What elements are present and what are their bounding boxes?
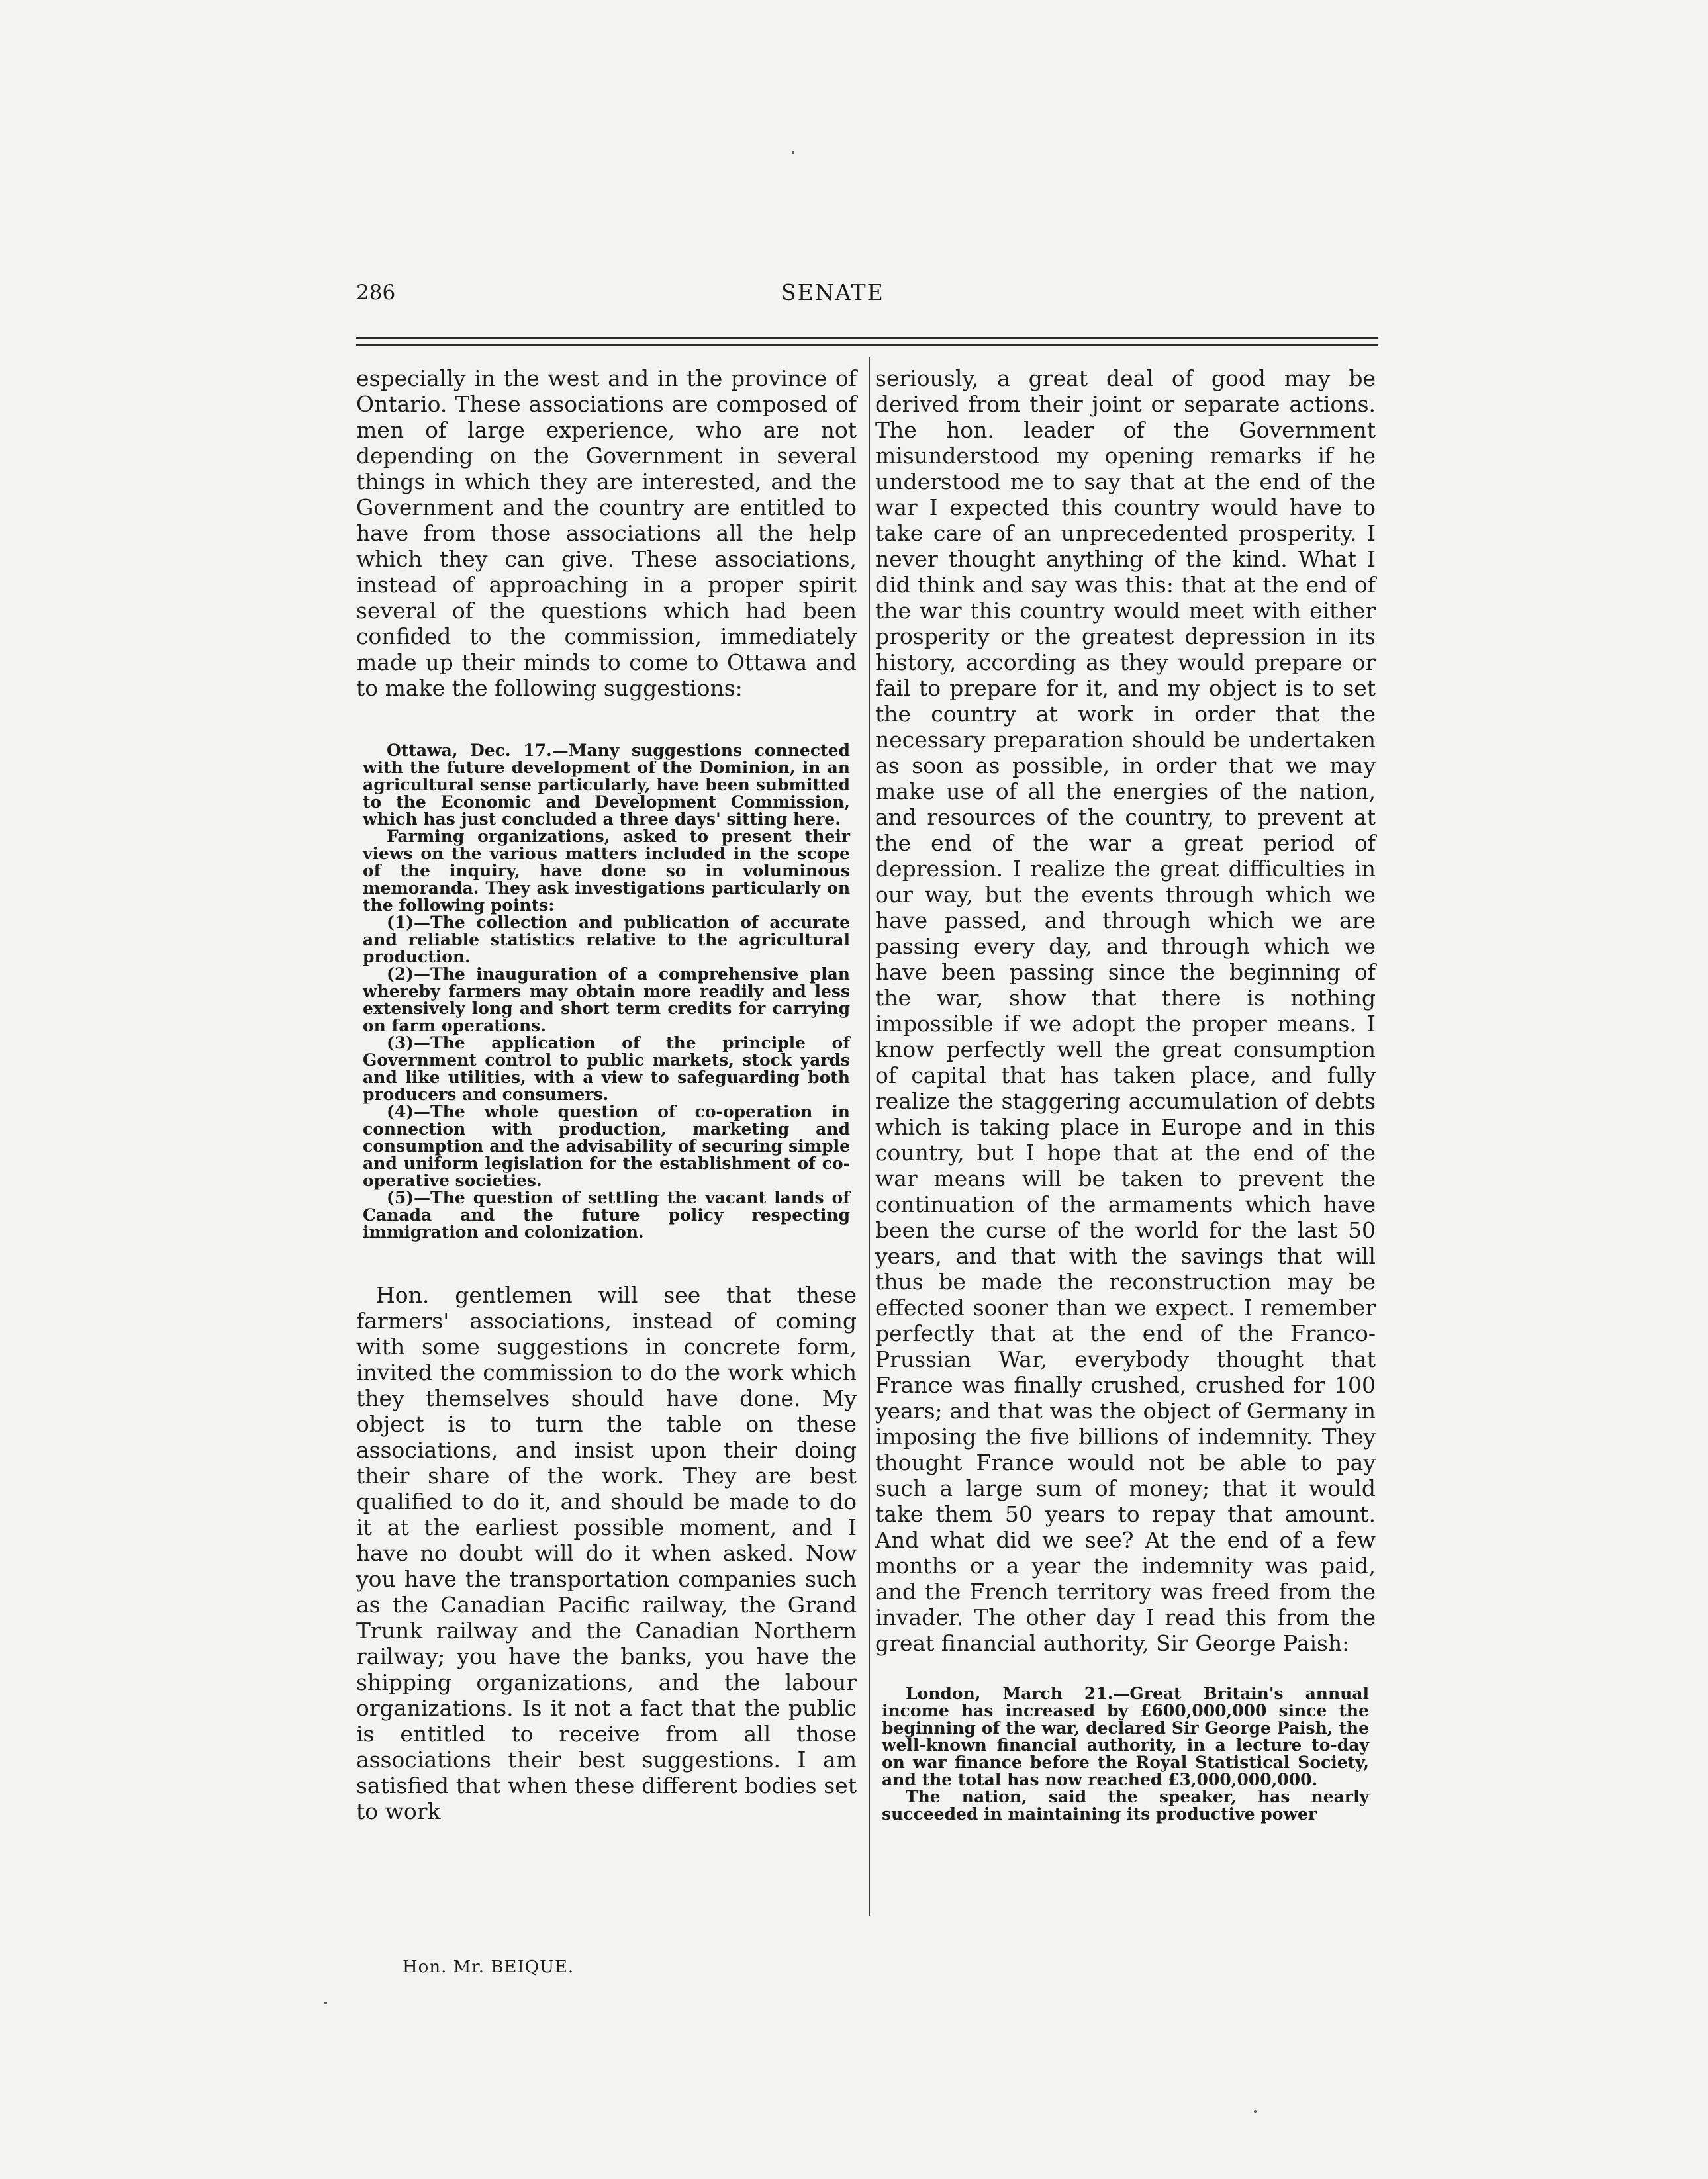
- left-excerpt: [356, 742, 857, 1241]
- left-excerpt-line: (5)—The question of settling the vacant lands of Canada and the future policy respecting immigration and colonization.: [363, 1188, 850, 1242]
- left-column: [356, 365, 857, 1824]
- right-excerpt-line: London, March 21.—Great Britain's annual income has increased by £600,000,000 since the beginning of the war, declared Sir George Paish, the well-known financial authority, in a lecture to-day on war finance before the Royal Statistical Society, and the total has now reached £3,000,000,000.: [882, 1684, 1369, 1789]
- left-excerpt-line: (3)—The application of the principle of Government control to public markets, stock yards and like utilities, with a view to safeguarding both producers and consumers.: [363, 1033, 850, 1104]
- page-number: 286: [356, 281, 396, 304]
- column-divider: [869, 357, 870, 1916]
- left-excerpt-line: (4)—The whole question of co-operation in connection with production, marketing and consumption and the advisability of securing simple and uniform legislation for the establishment of co-operative societies.: [363, 1102, 850, 1190]
- right-excerpt-line: The nation, said the speaker, has nearly succeeded in maintaining its productive power: [882, 1787, 1369, 1824]
- header-double-rule: [356, 337, 1378, 346]
- footer-speaker: Hon. Mr. BEIQUE.: [403, 1957, 575, 1977]
- scan-speck: [1254, 2110, 1257, 2113]
- left-paragraph-2: Hon. gentlemen will see that these farmers' associations, instead of coming with some suggestions in concrete form, invited the commission to do the work which they themselves should have done. My object is to turn the table on these associations, and insist upon their doing their share of the work. They are best qualified to do it, and should be made to do it at the earliest possible moment, and I have no doubt will do it when asked. Now you have the transportation companies such as the Canadian Pacific railway, the Grand Trunk railway and the Canadian Northern railway; you have the banks, you have the shipping organizations, and the labour organizations. Is it not a fact that the public is entitled to receive from all those associations their best suggestions. I am satisfied that when these different bodies set to work: [356, 1282, 857, 1824]
- scan-speck: [324, 2002, 327, 2004]
- left-excerpt-line: (2)—The inauguration of a comprehensive plan whereby farmers may obtain more readily and less extensively long and short term credits for carrying on farm operations.: [363, 964, 850, 1035]
- scan-speck: [792, 151, 794, 154]
- right-paragraph-1: seriously, a great deal of good may be derived from their joint or separate actions. The hon. leader of the Government misunderstood my opening remarks if he understood me to say that at the end of the war I expected this country would have to take care of an unprecedented prosperity. I never thought anything of the kind. What I did think and say was this: that at the end of the war this country would meet with either prosperity or the greatest depression in its history, according as they would prepare or fail to prepare for it, and my object is to set the country at work in order that the necessary preparation should be undertaken as soon as possible, in order that we may make use of all the energies of the nation, and resources of the country, to prevent at the end of the war a great period of depression. I realize the great difficulties in our way, but the events through which we have passed, and through which we are passing every day, and through which we have been passing since the beginning of the war, show that there is nothing impossible if we adopt the proper means. I know perfectly well the great consumption of capital that has taken place, and fully realize the staggering accumulation of debts which is taking place in Europe and in this country, but I hope that at the end of the war means will be taken to prevent the continuation of the armaments which have been the curse of the world for the last 50 years, and that with the savings that will thus be made the reconstruction may be effected sooner than we expect. I remember perfectly that at the end of the Franco-Prussian War, everybody thought that France was finally crushed, crushed for 100 years; and that was the object of Germany in imposing the five billions of indemnity. They thought France would not be able to pay such a large sum of money; that it would take them 50 years to repay that amount. And what did we see? At the end of a few months or a year the indemnity was paid, and the French territory was freed from the invader. The other day I read this from the great financial authority, Sir George Paish:: [875, 365, 1376, 1656]
- left-excerpt-line: Farming organizations, asked to present their views on the various matters included in the scope of the inquiry, have done so in voluminous memoranda. They ask investigations particularly on the following points:: [363, 827, 850, 915]
- left-excerpt-line: Ottawa, Dec. 17.—Many suggestions connected with the future development of the Dominion, in an agricultural sense particularly, have been submitted to the Economic and Development Commission, which has just concluded a three days' sitting here.: [363, 741, 850, 829]
- left-paragraph-1: especially in the west and in the province of Ontario. These associations are composed of men of large experience, who are not depending on the Government in several things in which they are interested, and the Government and the country are entitled to have from those associations all the help which they can give. These associations, instead of approaching in a proper spirit several of the questions which had been confided to the commission, immediately made up their minds to come to Ottawa and to make the following suggestions:: [356, 365, 857, 701]
- right-column: [875, 365, 1376, 1823]
- right-excerpt: [875, 1685, 1376, 1823]
- running-head: SENATE: [781, 279, 884, 305]
- left-excerpt-line: (1)—The collection and publication of accurate and reliable statistics relative to the agricultural production.: [363, 913, 850, 966]
